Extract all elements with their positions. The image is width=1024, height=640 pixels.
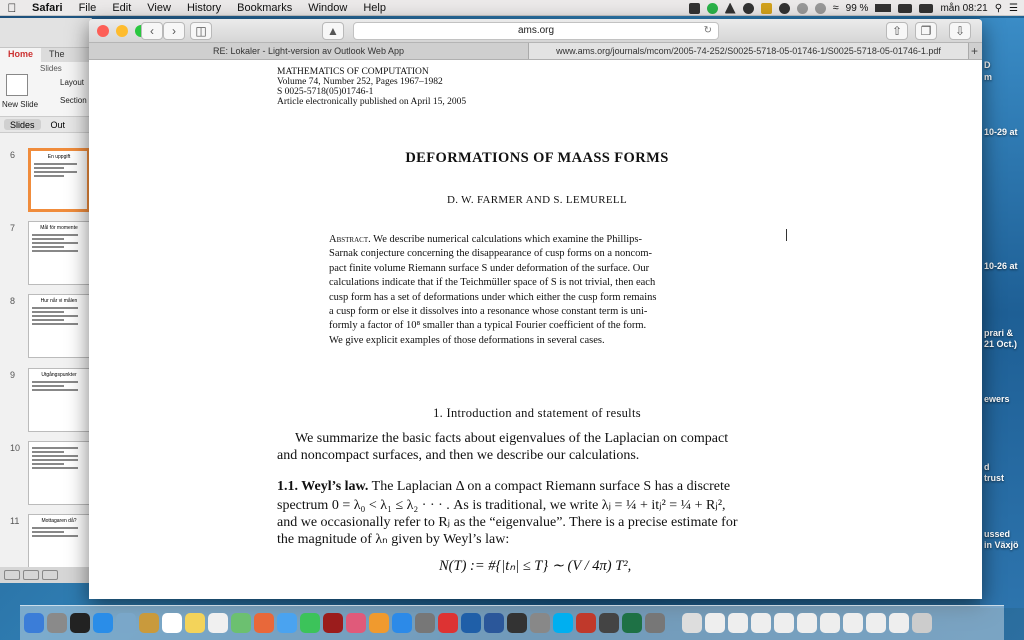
photo-app-icon[interactable] <box>116 613 136 633</box>
tab-outlook[interactable]: RE: Lokaler - Light-version av Outlook Web App <box>89 43 529 59</box>
desktop-file-label[interactable]: prari & <box>984 328 1014 338</box>
normal-view-icon[interactable] <box>4 570 20 580</box>
back-button[interactable]: ‹ <box>141 22 163 40</box>
sorter-view-icon[interactable] <box>23 570 39 580</box>
reminders-icon[interactable] <box>208 613 228 633</box>
close-window-button[interactable] <box>97 25 109 37</box>
pdf-viewer[interactable] <box>89 61 982 599</box>
acrobat-icon[interactable] <box>438 613 458 633</box>
b-icon[interactable] <box>779 3 790 14</box>
desktop-file-label[interactable]: 10-26 at <box>984 261 1018 271</box>
slide-thumbnail[interactable] <box>0 221 92 287</box>
abstract-line: formly a factor of 10⁸ smaller than a typical Fourier coefficient of the form. <box>329 320 647 332</box>
tools-icon[interactable] <box>645 613 665 633</box>
minimized-window-icon[interactable] <box>728 613 748 633</box>
powerpoint-icon[interactable] <box>576 613 596 633</box>
ppt-toolbar <box>0 18 91 48</box>
messages-icon[interactable] <box>277 613 297 633</box>
menu-bookmarks[interactable]: Bookmarks <box>237 1 293 14</box>
minimize-window-button[interactable] <box>116 25 128 37</box>
bank-id-icon[interactable] <box>461 613 481 633</box>
body-text-line: the magnitude of λₙ given by Weyl’s law: <box>277 532 510 547</box>
slide-title: Utgångspunkter <box>41 372 77 378</box>
section-button[interactable]: Section <box>60 96 87 105</box>
new-slide-button[interactable]: New Slide <box>2 100 39 109</box>
minimized-window-icon[interactable] <box>705 613 725 633</box>
safari-window <box>89 19 982 599</box>
slide-thumbnail[interactable] <box>0 441 92 507</box>
status-area <box>689 0 1018 16</box>
slide-thumbnail[interactable] <box>0 294 92 360</box>
spotlight-icon[interactable]: ⚲ <box>994 2 1003 14</box>
photos-icon[interactable] <box>254 613 274 633</box>
slide-number: 11 <box>10 516 20 526</box>
slide-preview[interactable] <box>28 441 90 505</box>
menu-app-name[interactable]: Safari <box>32 1 63 14</box>
menu-window[interactable]: Window <box>308 1 348 14</box>
paper-authors: D. W. FARMER AND S. LEMURELL <box>447 194 627 206</box>
system-preferences-icon[interactable] <box>415 613 435 633</box>
notes-app-icon[interactable] <box>185 613 205 633</box>
slide-title: Mottagaren då? <box>41 518 77 524</box>
publication-date: Article electronically published on April 15, 2005 <box>277 97 467 107</box>
shield-icon[interactable] <box>761 3 772 14</box>
notification-center-icon[interactable]: ☰ <box>1009 2 1018 14</box>
notes-icon[interactable] <box>689 3 700 14</box>
url-text: ams.org <box>517 25 555 36</box>
apple-menu-icon[interactable] <box>0 1 24 15</box>
slide-number: 7 <box>10 223 16 233</box>
slide-preview[interactable] <box>28 294 90 358</box>
minimized-window-icon[interactable] <box>820 613 840 633</box>
desktop-file-label[interactable]: d <box>984 462 990 472</box>
abstract-line: calculations indicate that if the Teichmüller space of S is not trivial, then each <box>329 277 656 289</box>
powerpoint-window <box>0 18 92 583</box>
app-status-icon[interactable] <box>707 3 718 14</box>
tab-ams-pdf[interactable]: www.ams.org/journals/mcom/2005-74-252/S0025-5718-05-01746-1/S0025-5718-05-01746-1.pdf <box>529 43 969 59</box>
slide-thumbnail[interactable] <box>0 368 92 434</box>
desktop-file-label[interactable]: 21 Oct.) <box>984 339 1018 349</box>
share-icon[interactable]: ⇧ <box>886 22 908 40</box>
slide-title: En uppgift <box>47 154 71 160</box>
safari-icon[interactable] <box>93 613 113 633</box>
menu-file[interactable]: File <box>78 1 97 14</box>
contacts-icon[interactable] <box>139 613 159 633</box>
minimized-window-icon[interactable] <box>774 613 794 633</box>
launchpad-icon[interactable] <box>47 613 67 633</box>
slide-preview[interactable] <box>28 221 90 285</box>
reader-icon[interactable]: ▲ <box>322 22 344 40</box>
abstract-line: cusp form has a set of deformations under which either the cusp form remains <box>329 291 657 303</box>
minimized-window-icon[interactable] <box>797 613 817 633</box>
photo-booth-icon[interactable] <box>323 613 343 633</box>
alert-icon[interactable] <box>743 3 754 14</box>
new-tab-icon[interactable]: + <box>970 44 978 58</box>
abstract-line: Sarnak conjecture concerning the disappearance of cusp forms on a noncom- <box>329 248 653 260</box>
tabs-overview-icon[interactable]: ❐ <box>915 22 937 40</box>
itunes-icon[interactable] <box>346 613 366 633</box>
layout-button[interactable]: Layout <box>60 78 85 87</box>
slideshow-view-icon[interactable] <box>42 570 58 580</box>
minimized-window-icon[interactable] <box>751 613 771 633</box>
ppt-tab-home[interactable]: Home <box>0 48 41 62</box>
trash-icon[interactable] <box>912 613 932 633</box>
document-stack-icon[interactable] <box>682 613 702 633</box>
desktop-right-strip <box>980 18 1024 608</box>
desktop-file-label[interactable]: m <box>984 72 993 82</box>
forward-button[interactable]: › <box>163 22 185 40</box>
facetime-icon[interactable] <box>300 613 320 633</box>
ppt-ribbon-tabs <box>0 48 91 62</box>
calendar-icon[interactable] <box>162 613 182 633</box>
desktop-file-label[interactable]: in Växjö <box>984 540 1019 550</box>
journal-name: MATHEMATICS OF COMPUTATION <box>277 67 429 77</box>
desktop-file-label[interactable]: 10-29 at <box>984 127 1018 137</box>
reload-icon[interactable]: ↻ <box>703 25 712 36</box>
abstract-line: We describe numerical calculations which examine the Phillips- <box>373 234 643 245</box>
abstract-line: pact finite volume Riemann surface S under deformation of the surface. Our <box>329 262 650 274</box>
journal-volume: Volume 74, Number 252, Pages 1967–1982 <box>277 77 443 87</box>
slide-number: 8 <box>10 296 16 306</box>
wifi-icon[interactable]: ≈ <box>832 2 839 14</box>
downloads-icon[interactable]: ⇩ <box>949 22 971 40</box>
body-text-line: and noncompact surfaces, and then we describe our calculations. <box>277 448 640 463</box>
activity-monitor-icon[interactable] <box>507 613 527 633</box>
maps-icon[interactable] <box>231 613 251 633</box>
desktop-file-label[interactable]: trust <box>984 473 1004 483</box>
minimized-window-icon[interactable] <box>889 613 909 633</box>
finder-icon[interactable] <box>24 613 44 633</box>
ppt-ribbon <box>0 62 91 117</box>
text-cursor-icon <box>786 229 792 241</box>
abstract-label: Abstract. <box>329 234 371 245</box>
slide-number: 6 <box>10 150 16 160</box>
tab-bar <box>89 43 982 60</box>
section-heading: 1. Introduction and statement of results <box>433 406 641 420</box>
desktop-file-label[interactable]: ewers <box>984 394 1010 404</box>
ppt-panel-tabs <box>0 117 91 133</box>
safari-toolbar <box>89 19 982 43</box>
journal-identifier: S 0025-5718(05)01746-1 <box>277 87 374 97</box>
battery-percent[interactable]: 99 % <box>845 2 869 14</box>
slide-thumbnail[interactable] <box>0 148 92 214</box>
ppt-outline-tab[interactable]: Out <box>50 120 66 130</box>
menu-view[interactable]: View <box>147 1 171 14</box>
skype-icon[interactable] <box>553 613 573 633</box>
slide-preview[interactable] <box>28 148 90 212</box>
ppt-tab-themes[interactable]: The <box>49 49 65 59</box>
menu-help[interactable]: Help <box>363 1 386 14</box>
menu-edit[interactable]: Edit <box>112 1 132 14</box>
subsection-heading: 1.1. Weyl’s law. <box>277 479 369 494</box>
address-bar[interactable] <box>353 22 719 40</box>
paper-title: DEFORMATIONS OF MAASS FORMS <box>405 150 669 166</box>
ppt-view-switcher <box>0 567 92 583</box>
dashboard-icon[interactable] <box>70 613 90 633</box>
weyl-formula: N(T) := #{|tₙ| ≤ T} ∼ (V / 4π) T², <box>439 558 632 574</box>
display-icon[interactable] <box>919 4 933 13</box>
body-text-line: and we occasionally refer to Rⱼ as the “eigenvalue”. There is a precise estimate for <box>277 515 738 530</box>
abstract-line: We give explicit examples of those deformations in several cases. <box>329 334 605 346</box>
battery-icon[interactable] <box>875 4 891 12</box>
excel-icon[interactable] <box>622 613 642 633</box>
ppt-group-label: Slides <box>40 64 62 73</box>
clock[interactable]: mån 08:21 <box>940 2 988 14</box>
sidebar-icon[interactable]: ◫ <box>190 22 212 40</box>
slide-number: 10 <box>10 443 21 453</box>
slide-number: 9 <box>10 370 16 380</box>
desktop-file-label[interactable]: ussed <box>984 529 1011 539</box>
dock <box>20 605 1004 640</box>
word-icon[interactable] <box>484 613 504 633</box>
time-machine-icon[interactable] <box>797 3 808 14</box>
minimized-window-icon[interactable] <box>866 613 886 633</box>
ppt-slides-tab[interactable]: Slides <box>4 119 41 130</box>
slide-preview[interactable] <box>28 368 90 432</box>
body-text-line: We summarize the basic facts about eigenvalues of the Laplacian on compact <box>295 431 729 446</box>
utility-icon[interactable] <box>530 613 550 633</box>
terminal-icon[interactable] <box>599 613 619 633</box>
keyboard-icon[interactable] <box>898 4 912 13</box>
drive-icon[interactable] <box>725 3 736 14</box>
desktop-file-label[interactable]: D <box>984 60 991 70</box>
app-store-icon[interactable] <box>392 613 412 633</box>
body-text-line: spectrum 0 = λ₀ < λ₁ ≤ λ₂ · · · . As is traditional, we write λⱼ = ¼ + itⱼ² = ¼ + Rⱼ², <box>277 498 726 513</box>
slide-title: Mål för momente <box>40 225 78 231</box>
ibooks-icon[interactable] <box>369 613 389 633</box>
menu-history[interactable]: History <box>186 1 222 14</box>
menu-bar <box>0 0 1024 16</box>
abstract-line: a cusp form or else it dissolves into a resonance whose constant term is uni- <box>329 306 648 317</box>
minimized-window-icon[interactable] <box>843 613 863 633</box>
slide-title: Hur når vi målen <box>40 298 78 304</box>
new-slide-icon[interactable] <box>6 74 28 96</box>
body-text-line: The Laplacian Δ on a compact Riemann surface S has a discrete <box>371 479 731 494</box>
bluetooth-icon[interactable] <box>815 3 826 14</box>
